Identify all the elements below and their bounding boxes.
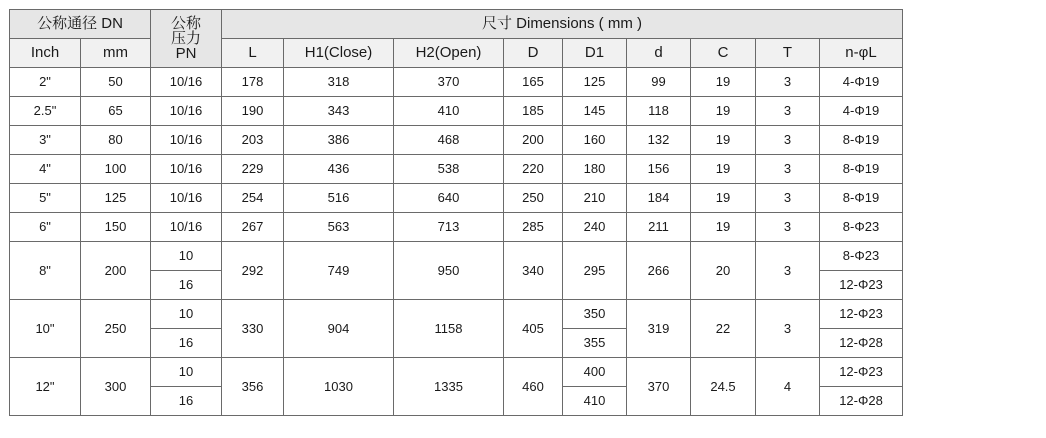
header-nphiL: n-φL [820,39,903,68]
cell-mm: 150 [81,213,151,242]
cell-inch: 12" [10,358,81,416]
cell-inch: 6" [10,213,81,242]
cell-n: 8-Φ19 [820,155,903,184]
cell-inch: 4" [10,155,81,184]
cell-C: 19 [691,97,756,126]
cell-n: 12-Φ23 [820,358,903,387]
cell-pn: 10/16 [151,213,222,242]
cell-d: 370 [627,358,691,416]
cell-C: 19 [691,126,756,155]
cell-H1: 386 [284,126,394,155]
cell-pn: 16 [151,387,222,416]
cell-C: 19 [691,184,756,213]
header-L: L [222,39,284,68]
cell-pn: 16 [151,271,222,300]
cell-L: 190 [222,97,284,126]
cell-D1: 355 [563,329,627,358]
cell-D1: 125 [563,68,627,97]
cell-T: 3 [756,68,820,97]
cell-n: 12-Φ23 [820,271,903,300]
cell-H1: 563 [284,213,394,242]
cell-D1: 400 [563,358,627,387]
cell-D1: 210 [563,184,627,213]
cell-d: 184 [627,184,691,213]
cell-T: 3 [756,126,820,155]
cell-pn: 10 [151,242,222,271]
cell-pn: 10/16 [151,68,222,97]
cell-H1: 343 [284,97,394,126]
cell-H1: 1030 [284,358,394,416]
cell-pn: 10 [151,300,222,329]
cell-H1: 516 [284,184,394,213]
cell-n: 8-Φ19 [820,126,903,155]
header-inch: Inch [10,39,81,68]
cell-inch: 8" [10,242,81,300]
cell-pn: 10/16 [151,97,222,126]
cell-L: 203 [222,126,284,155]
header-pn [151,10,222,68]
cell-D: 460 [504,358,563,416]
header-row-2 [10,39,903,68]
cell-pn: 10/16 [151,184,222,213]
cell-D1: 295 [563,242,627,300]
cell-L: 229 [222,155,284,184]
cell-H2: 713 [394,213,504,242]
cell-L: 178 [222,68,284,97]
header-D: D [504,39,563,68]
cell-H2: 1335 [394,358,504,416]
header-mm: mm [81,39,151,68]
cell-H2: 410 [394,97,504,126]
dimensions-table [9,9,903,416]
cell-d: 132 [627,126,691,155]
cell-n: 8-Φ23 [820,213,903,242]
cell-n: 8-Φ19 [820,184,903,213]
cell-H2: 950 [394,242,504,300]
cell-C: 19 [691,68,756,97]
cell-n: 12-Φ28 [820,387,903,416]
cell-mm: 80 [81,126,151,155]
cell-mm: 200 [81,242,151,300]
cell-H2: 538 [394,155,504,184]
header-pn-line2: 压力 [170,30,201,47]
header-D1: D1 [563,39,627,68]
cell-H2: 468 [394,126,504,155]
table-row [10,300,903,329]
cell-D1: 350 [563,300,627,329]
cell-mm: 300 [81,358,151,416]
cell-mm: 125 [81,184,151,213]
table-row [10,155,903,184]
cell-D1: 240 [563,213,627,242]
header-dimensions-group: 尺寸 Dimensions ( mm ) [222,10,903,39]
cell-T: 3 [756,97,820,126]
cell-inch: 10" [10,300,81,358]
cell-inch: 3" [10,126,81,155]
header-H1: H1(Close) [284,39,394,68]
header-C: C [691,39,756,68]
header-dn-group: 公称通径 DN [10,10,151,39]
table-row [10,184,903,213]
cell-pn: 10/16 [151,155,222,184]
cell-mm: 50 [81,68,151,97]
cell-d: 319 [627,300,691,358]
cell-n: 4-Φ19 [820,68,903,97]
cell-T: 4 [756,358,820,416]
cell-D1: 180 [563,155,627,184]
cell-C: 20 [691,242,756,300]
cell-H1: 436 [284,155,394,184]
cell-L: 330 [222,300,284,358]
table-row [10,358,903,387]
cell-inch: 2.5" [10,97,81,126]
cell-H1: 318 [284,68,394,97]
cell-D: 185 [504,97,563,126]
cell-T: 3 [756,213,820,242]
cell-D: 165 [504,68,563,97]
cell-D: 405 [504,300,563,358]
cell-mm: 250 [81,300,151,358]
cell-L: 254 [222,184,284,213]
cell-D: 340 [504,242,563,300]
cell-pn: 10/16 [151,126,222,155]
cell-T: 3 [756,300,820,358]
cell-L: 356 [222,358,284,416]
cell-D: 220 [504,155,563,184]
cell-inch: 5" [10,184,81,213]
cell-d: 99 [627,68,691,97]
cell-D: 285 [504,213,563,242]
header-pn-line1: 公称 [170,15,201,32]
cell-d: 118 [627,97,691,126]
cell-D1: 410 [563,387,627,416]
header-d: d [627,39,691,68]
cell-d: 266 [627,242,691,300]
table-row [10,126,903,155]
cell-L: 267 [222,213,284,242]
cell-d: 211 [627,213,691,242]
cell-D: 250 [504,184,563,213]
cell-n: 12-Φ23 [820,300,903,329]
cell-C: 22 [691,300,756,358]
cell-inch: 2" [10,68,81,97]
cell-C: 19 [691,213,756,242]
cell-H1: 904 [284,300,394,358]
cell-n: 4-Φ19 [820,97,903,126]
cell-C: 19 [691,155,756,184]
cell-T: 3 [756,155,820,184]
table-row [10,97,903,126]
cell-H2: 370 [394,68,504,97]
header-row-1 [10,10,903,39]
table-row [10,242,903,271]
table-row [10,68,903,97]
cell-H2: 640 [394,184,504,213]
cell-D1: 145 [563,97,627,126]
table-row [10,213,903,242]
cell-H2: 1158 [394,300,504,358]
cell-L: 292 [222,242,284,300]
cell-H1: 749 [284,242,394,300]
cell-D: 200 [504,126,563,155]
cell-C: 24.5 [691,358,756,416]
cell-mm: 65 [81,97,151,126]
cell-d: 156 [627,155,691,184]
cell-pn: 16 [151,329,222,358]
cell-pn: 10 [151,358,222,387]
header-T: T [756,39,820,68]
cell-n: 12-Φ28 [820,329,903,358]
header-H2: H2(Open) [394,39,504,68]
cell-D1: 160 [563,126,627,155]
header-pn-line3: PN [175,45,197,62]
cell-T: 3 [756,184,820,213]
cell-mm: 100 [81,155,151,184]
cell-T: 3 [756,242,820,300]
cell-n: 8-Φ23 [820,242,903,271]
